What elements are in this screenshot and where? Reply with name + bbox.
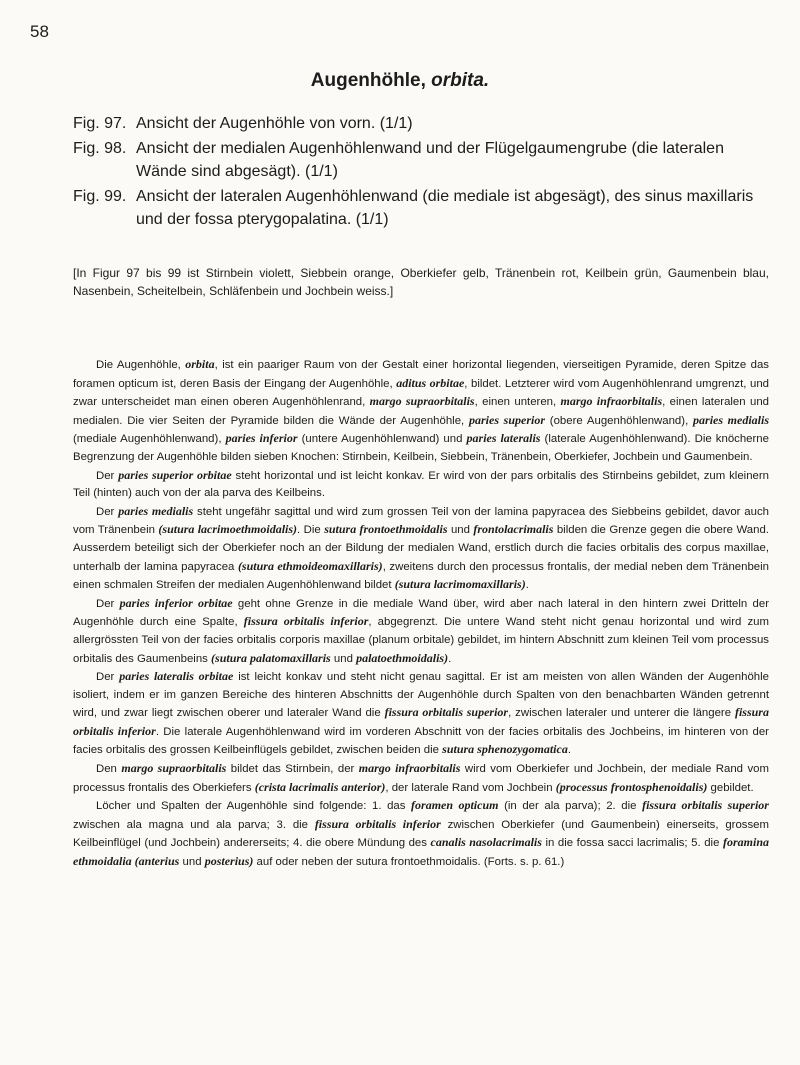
latin-term: paries medialis xyxy=(118,503,194,518)
text-run: , zweitens durch den processus frontalis, der medial neben dem Tränenbein einen schmalen Streifen der medialen Augenhöhlenwand bildet xyxy=(73,560,770,592)
latin-term: paries inferior orbitae xyxy=(119,595,233,610)
text-run: zwischen ala magna und ala parva; 3. die xyxy=(73,818,315,831)
latin-term: margo supraorbitalis xyxy=(369,394,475,409)
latin-term: fissura orbitalis superior xyxy=(642,798,769,813)
text-run: , der laterale Rand vom Jochbein xyxy=(385,781,556,794)
text-run: , einen lateralen und medialen. Die vier Seiten der Pyramide bilden die Wände der Augenhöhle, xyxy=(73,396,769,427)
text-run: bilden die Grenze gegen die obere Wand. Ausserdem beteiligt sich der Oberkiefer noch an der Bildung der medialen Wand, erstlich durch die facies orbitalis des corpus maxillae, unterhalb der lamina papyracea xyxy=(73,524,769,573)
latin-term: fissura orbitalis superior xyxy=(384,705,509,720)
text-run: . xyxy=(448,652,452,665)
text-run: Der xyxy=(96,469,119,482)
figure-label: Fig. 97. xyxy=(73,115,127,132)
latin-term: (processus frontosphenoidalis) xyxy=(555,779,708,794)
latin-term: paries medialis xyxy=(693,412,769,427)
latin-term: (crista lacrimalis anterior) xyxy=(254,779,386,794)
text-run: Der xyxy=(96,505,119,518)
text-run: geht ohne Grenze in die mediale Wand über, wird aber nach lateral in den hintern zwei Dritteln der Augenhöhle durch eine Spalte, xyxy=(73,597,769,629)
figure-text: Ansicht der Augenhöhle von vorn. (1/1) xyxy=(136,115,413,132)
figure-captions xyxy=(73,112,769,233)
text-run: . Die laterale Augenhöhlenwand wird im vorderen Abschnitt von der facies orbitalis des Jochbeins, im hinteren von der facies orbitalis des grossen Keilbeinflügels gebildet, zwischen beiden die xyxy=(73,725,769,757)
text-run: und xyxy=(330,652,357,665)
text-run: steht horizontal und ist leicht konkav. Er wird von der pars orbitalis des Stirnbeins gebildet, zum kleinern Teil (hinten) auch von der ala parva des Keilbeins. xyxy=(73,469,769,500)
text-run: (untere Augenhöhlenwand) und xyxy=(297,433,467,446)
color-note: [In Figur 97 bis 99 ist Stirnbein violett, Siebbein orange, Oberkiefer gelb, Tränenbein rot, Keilbein grün, Gaumenbein blau, Nasenbein, Scheitelbein, Schläfenbein und Jochbein weiss.] xyxy=(73,266,769,298)
latin-term: sutura sphenozygomatica xyxy=(442,742,568,757)
title-main: Augenhöhle, xyxy=(310,70,426,91)
text-run: , einen unteren, xyxy=(474,396,561,409)
latin-term: frontolacrimalis xyxy=(473,522,554,537)
latin-term: palatoethmoidalis) xyxy=(356,650,449,665)
text-run: Der xyxy=(96,671,120,684)
latin-term: fissura orbitalis inferior xyxy=(243,614,369,629)
latin-term: (sutura palatomaxillaris xyxy=(211,650,331,665)
latin-term: paries lateralis xyxy=(466,431,541,446)
text-run: und xyxy=(447,524,474,537)
text-run: (in der ala parva); 2. die xyxy=(498,800,643,813)
paragraph xyxy=(73,503,769,595)
latin-term: paries lateralis orbitae xyxy=(119,669,234,684)
latin-term: sutura frontoethmoidalis xyxy=(324,522,448,537)
paragraph xyxy=(73,356,769,467)
latin-term: foramen opticum xyxy=(411,798,499,813)
text-run: , abgegrenzt. Die untere Wand steht nicht genau horizontal und wird zum allergrössten Teil von der facies orbitalis corporis maxillae (planum orbitale) gebildet, im hintern Abschnitt zum kleinen Teil vom processus orbitalis des Gaumenbeins xyxy=(73,616,769,665)
text-run: Löcher und Spalten der Augenhöhle sind folgende: 1. das xyxy=(96,800,412,813)
latin-term: posterius) xyxy=(204,854,254,869)
latin-term: paries superior xyxy=(469,412,545,427)
text-run: bildet das Stirnbein, der xyxy=(226,763,359,776)
latin-term: orbita xyxy=(185,357,215,371)
figure-label: Fig. 98. xyxy=(73,140,127,157)
text-run: Der xyxy=(96,597,120,610)
latin-term: fissura orbitalis inferior xyxy=(314,816,441,831)
text-run: ist leicht konkav und steht nicht genau sagittal. Er ist am meisten von allen Wänden der Augenhöhle isoliert, indem er im ganzen Bereiche des hinteren Abschnitts der Augenhöhle durch Spalten von den benachbarten Wänden getrennt wird, und zwar liegt zwischen oberer und lateraler Wand die xyxy=(73,671,769,720)
latin-term: fissura orbitalis inferior xyxy=(73,705,769,738)
latin-term: (sutura lacrimoethmoidalis) xyxy=(158,522,298,537)
figure-caption xyxy=(73,137,769,183)
text-run: zwischen Oberkiefer (und Gaumenbein) einerseits, grossem Keilbeinflügel (und Jochbein) andererseits; 4. die obere Mündung des xyxy=(73,818,769,850)
paragraph xyxy=(73,760,769,797)
figure-text: Ansicht der lateralen Augenhöhlenwand (die mediale ist abgesägt), des sinus maxillaris und der fossa pterygopalatina. (1/1) xyxy=(136,188,754,228)
text-run: . xyxy=(525,579,529,592)
text-run: und xyxy=(179,856,205,869)
latin-term: canalis nasolacrimalis xyxy=(430,835,542,850)
latin-term: (sutura lacrimomaxillaris) xyxy=(394,577,526,592)
latin-term: margo infraorbitalis xyxy=(358,761,461,776)
figure-text: Ansicht der medialen Augenhöhlenwand und der Flügelgaumengrube (die lateralen Wände sind abgesägt). (1/1) xyxy=(136,140,724,180)
text-run: . Die xyxy=(297,524,325,537)
latin-term: margo supraorbitalis xyxy=(121,761,227,776)
text-run: auf oder neben der sutura frontoethmoidalis. (Forts. s. p. 61.) xyxy=(253,856,565,869)
latin-term: (sutura ethmoideomaxillaris) xyxy=(237,558,383,573)
text-run: gebildet. xyxy=(707,781,754,794)
text-run: (obere Augenhöhlenwand), xyxy=(545,414,694,427)
paragraph xyxy=(73,668,769,760)
text-run: Den xyxy=(96,763,122,776)
text-run: , zwischen lateraler und unterer die längere xyxy=(508,707,735,720)
latin-term: paries superior orbitae xyxy=(118,467,232,482)
page-title xyxy=(0,70,800,92)
text-run: . xyxy=(567,744,572,757)
figure-label: Fig. 99. xyxy=(73,188,127,205)
text-run: Die Augenhöhle, xyxy=(96,359,186,371)
paragraph xyxy=(73,595,769,668)
text-run: , bildet. Letzterer wird vom Augenhöhlenrand umgrenzt, und zwar unterscheidet man einen oberen Augenhöhlenrand, xyxy=(73,377,769,409)
text-run: (laterale Augenhöhlenwand). Die knöcherne Begrenzung der Augenhöhle bilden sieben Knochen: Stirnbein, Keilbein, Siebbein, Tränenbein, Oberkiefer, Jochbein und Gaumenbein. xyxy=(73,433,769,463)
latin-term: aditus orbitae xyxy=(396,375,465,390)
body-text xyxy=(73,356,769,872)
paragraph xyxy=(73,467,769,503)
title-latin: orbita. xyxy=(431,70,490,91)
text-run: (mediale Augenhöhlenwand), xyxy=(73,433,226,446)
latin-term: margo infraorbitalis xyxy=(560,394,663,409)
figure-caption xyxy=(73,112,769,135)
text-run: , ist ein paariger Raum von der Gestalt einer horizontal liegenden, vierseitigen Pyramide, deren Spitze das foramen opticum ist, deren Basis der Eingang der Augenhöhle, xyxy=(73,359,769,390)
latin-term: foramina ethmoidalia (anterius xyxy=(73,835,769,869)
latin-term: paries inferior xyxy=(225,431,298,446)
text-run: wird vom Oberkiefer und Jochbein, der mediale Rand vom processus frontalis des Oberkiefers xyxy=(73,763,769,794)
text-run: in die fossa sacci lacrimalis; 5. die xyxy=(541,837,723,850)
figure-caption xyxy=(73,185,769,231)
text-run: steht ungefähr sagittal und wird zum grossen Teil von der lamina papyracea des Siebbeins gebildet, davor auch vom Tränenbein xyxy=(73,505,769,537)
page-number: 58 xyxy=(30,22,49,41)
paragraph xyxy=(73,797,769,871)
